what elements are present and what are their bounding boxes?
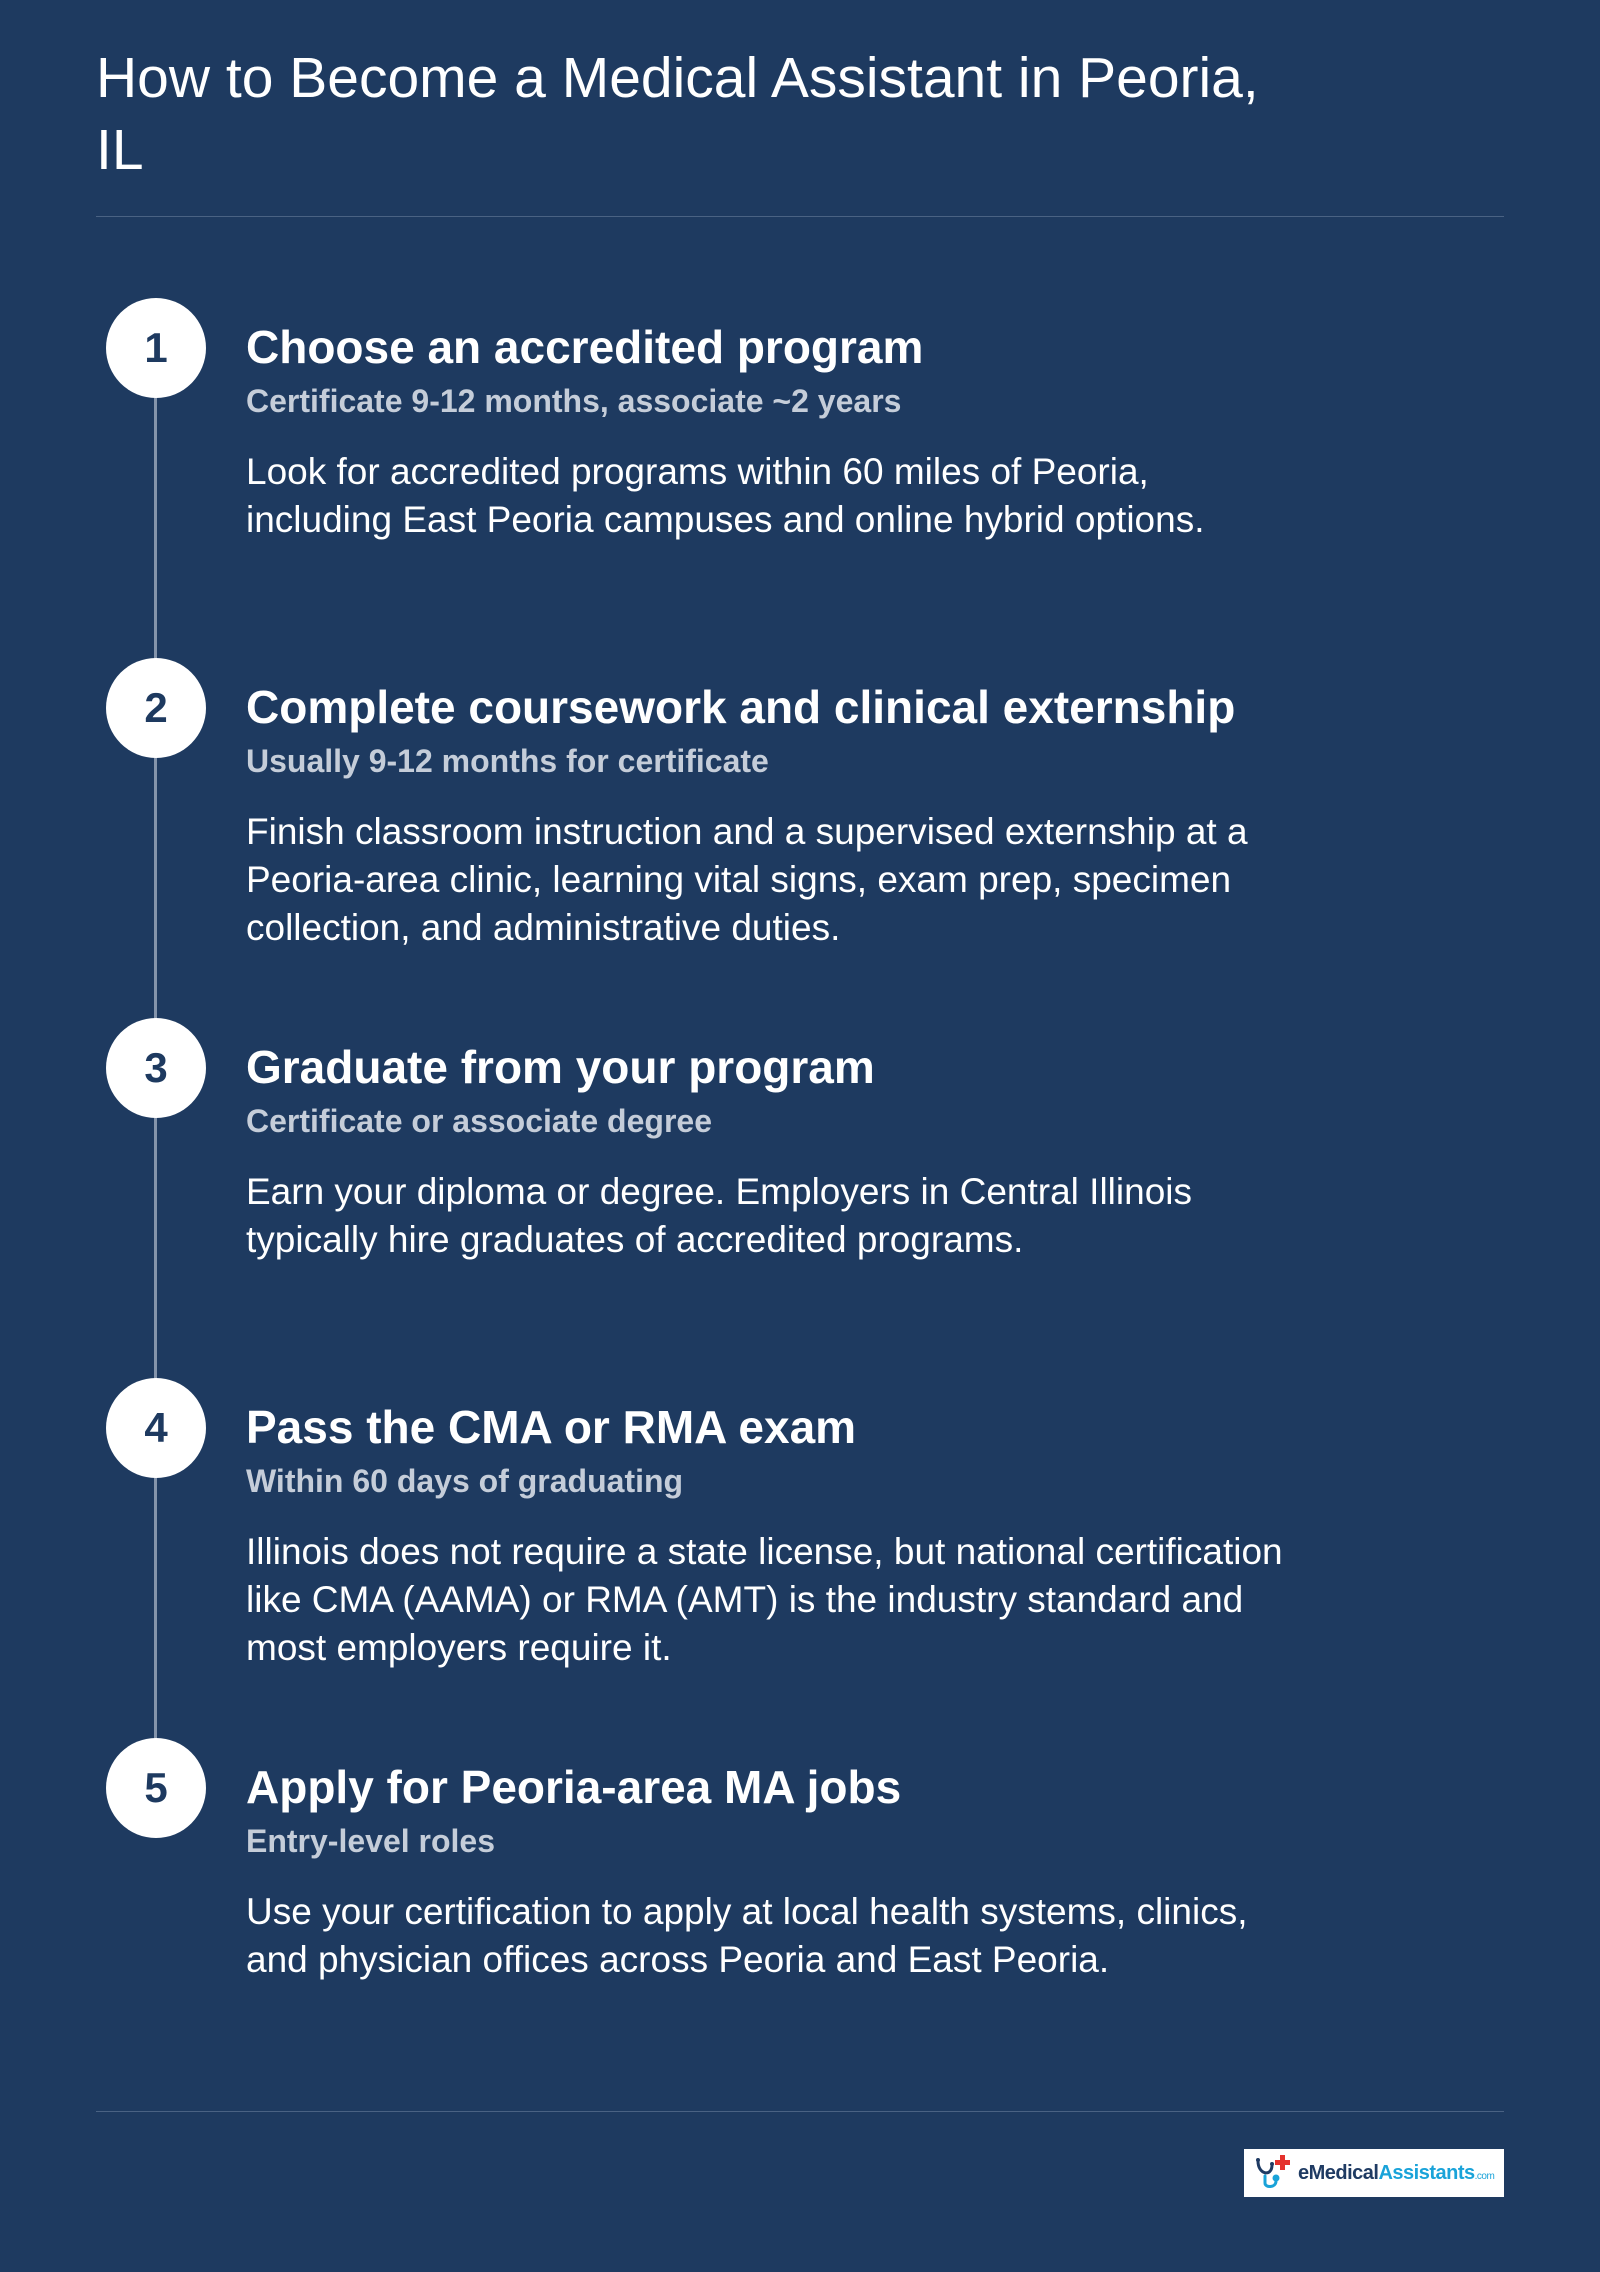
step-number-badge: 4 xyxy=(106,1378,206,1478)
logo-wordmark: eMedicalAssistants.com xyxy=(1298,2161,1495,2184)
step-description: Earn your diploma or degree. Employers in Central Illinois typically hire graduates of accredited programs. xyxy=(246,1171,1192,1260)
step-title: Complete coursework and clinical externship xyxy=(246,681,1236,733)
step-content xyxy=(246,1402,1296,1672)
step-description: Look for accredited programs within 60 miles of Peoria, including East Peoria campuses and online hybrid options. xyxy=(246,451,1205,540)
step-content xyxy=(246,322,1296,544)
step-subtitle: Usually 9-12 months for certificate xyxy=(246,743,769,779)
step-number-badge: 3 xyxy=(106,1018,206,1118)
step-content xyxy=(246,682,1296,952)
step-content xyxy=(246,1042,1296,1264)
step-subtitle: Within 60 days of graduating xyxy=(246,1463,684,1499)
step-description: Finish classroom instruction and a supervised externship at a Peoria-area clinic, learning vital signs, exam prep, specimen collection, and administrative duties. xyxy=(246,811,1248,948)
stethoscope-cross-icon xyxy=(1252,2151,1296,2196)
step-number-badge: 5 xyxy=(106,1738,206,1838)
step-subtitle: Certificate or associate degree xyxy=(246,1103,712,1139)
step-subtitle: Certificate 9-12 months, associate ~2 years xyxy=(246,383,902,419)
step-number-badge: 1 xyxy=(106,298,206,398)
header-divider xyxy=(96,216,1504,217)
step-title: Apply for Peoria-area MA jobs xyxy=(246,1761,902,1813)
page-title: How to Become a Medical Assistant in Peoria, IL xyxy=(96,46,1259,182)
step-title: Pass the CMA or RMA exam xyxy=(246,1401,857,1453)
step-title: Graduate from your program xyxy=(246,1041,875,1093)
step-subtitle: Entry-level roles xyxy=(246,1823,495,1859)
footer-divider xyxy=(96,2111,1504,2112)
step-content xyxy=(246,1762,1296,1984)
site-logo[interactable] xyxy=(1244,2149,1504,2197)
step-number-badge: 2 xyxy=(106,658,206,758)
step-description: Illinois does not require a state license, but national certification like CMA (AAMA) or RMA (AMT) is the industry standard and most employers require it. xyxy=(246,1531,1283,1668)
step-title: Choose an accredited program xyxy=(246,321,924,373)
step-description: Use your certification to apply at local health systems, clinics, and physician offices across Peoria and East Peoria. xyxy=(246,1891,1248,1980)
